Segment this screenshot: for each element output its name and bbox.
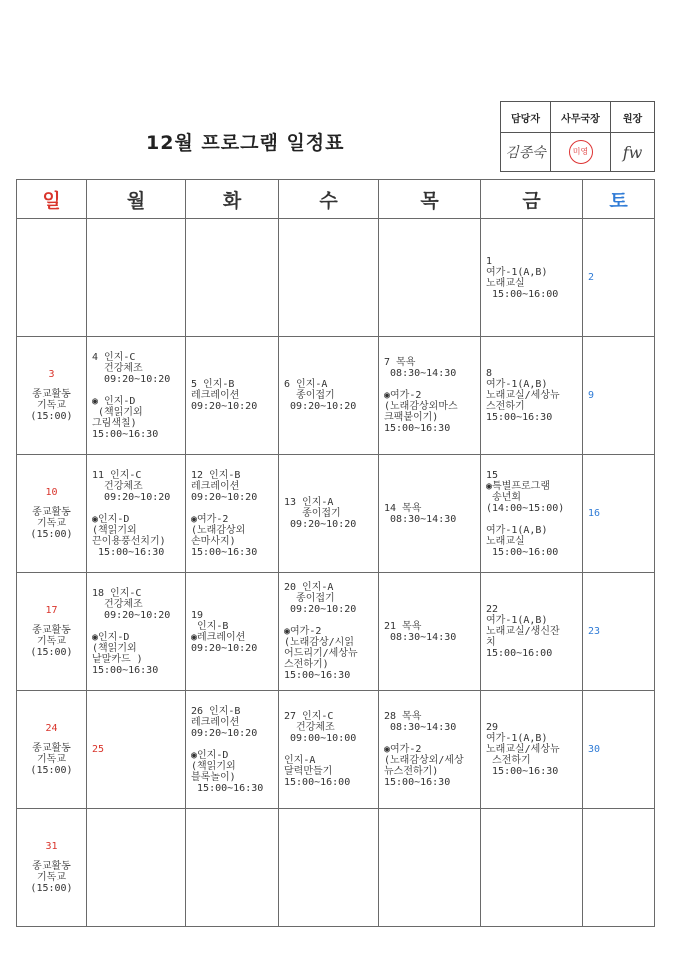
calendar-cell-fri: 15 ◉특별프로그램 송년회 (14:00~15:00) 여가-1(A,B) 노래교실 15:00~16:00 [481,455,583,573]
calendar-cell-tue: 19 인지-B ◉레크레이션 09:20~10:20 [186,573,279,691]
calendar-cell-sun [17,219,87,337]
day-number: 3 [48,369,55,380]
cell-text: 종교활동 기독교 (15:00) [30,743,73,776]
calendar-cell-sun [17,809,87,927]
calendar-cell-wed: 13 인지-A 종이접기 09:20~10:20 [279,455,379,573]
day-number: 31 [45,841,58,852]
calendar-cell-mon [87,691,186,809]
day-number: 17 [45,605,58,616]
calendar-cell-mon: 18 인지-C 건강체조 09:20~10:20 ◉인지-D (책읽기외 낱말카드 ) 15:00~16:30 [87,573,186,691]
calendar-cell-sat: 23 [583,573,655,691]
calendar-cell-tue [186,809,279,927]
calendar-cell-thu: 7 목욕 08:30~14:30 ◉여가-2 (노래감상외마스 크팩붙이기) 15:00~16:30 [379,337,481,455]
calendar-cell-sun [17,337,87,455]
manager-signature: 김종숙 [505,145,546,161]
weekday-mon: 월 [87,180,186,219]
calendar-cell-wed: 6 인지-A 종이접기 09:20~10:20 [279,337,379,455]
cell-text: 종교활동 기독교 (15:00) [30,507,73,540]
weekday-thu: 목 [379,180,481,219]
calendar-cell-thu [379,219,481,337]
calendar-week-row [17,455,655,573]
calendar-week-row [17,337,655,455]
page-title: 12월 프로그램 일정표 [146,132,345,154]
calendar-cell-sat: 9 [583,337,655,455]
calendar-cell-tue: 26 인지-B 레크레이션 09:20~10:20 ◉인지-D (책읽기외 블록놀이) 15:00~16:30 [186,691,279,809]
weekday-fri: 금 [481,180,583,219]
calendar-table [16,179,655,927]
calendar-week-row [17,219,655,337]
calendar-cell-sat: 30 [583,691,655,809]
calendar-cell-tue [186,219,279,337]
calendar-cell-fri [481,809,583,927]
weekday-header-row [17,180,655,219]
calendar-cell-fri: 8 여가-1(A,B) 노래교실/세상뉴 스전하기 15:00~16:30 [481,337,583,455]
calendar-week-row [17,691,655,809]
secretary-stamp: 미영 [569,140,593,164]
calendar-cell-fri: 1 여가-1(A,B) 노래교실 15:00~16:00 [481,219,583,337]
weekday-tue: 화 [186,180,279,219]
calendar-cell-mon [87,219,186,337]
calendar-cell-sat: 16 [583,455,655,573]
calendar-cell-sat [583,809,655,927]
calendar-cell-tue: 12 인지-B 레크레이션 09:20~10:20 ◉여가-2 (노래감상외 손마사지) 15:00~16:30 [186,455,279,573]
cell-text: 종교활동 기독교 (15:00) [30,625,73,658]
day-number: 10 [45,487,58,498]
calendar-cell-wed [279,219,379,337]
day-number: 24 [45,723,58,734]
calendar-cell-fri: 29 여가-1(A,B) 노래교실/세상뉴 스전하기 15:00~16:30 [481,691,583,809]
calendar-cell-mon: 4 인지-C 건강체조 09:20~10:20 ◉ 인지-D (책읽기외 그림색칠) 15:00~16:30 [87,337,186,455]
calendar-cell-thu [379,809,481,927]
approval-header-manager: 담당자 [501,102,551,133]
director-signature: fw [622,142,643,162]
calendar-cell-mon [87,809,186,927]
holiday-day-number: 25 [92,744,105,755]
calendar-week-row [17,573,655,691]
calendar-cell-tue: 5 인지-B 레크레이션 09:20~10:20 [186,337,279,455]
calendar-cell-sun [17,691,87,809]
cell-text: 종교활동 기독교 (15:00) [30,861,73,894]
calendar-cell-sat: 2 [583,219,655,337]
calendar-cell-sun [17,573,87,691]
calendar-cell-sun [17,455,87,573]
calendar-cell-wed: 27 인지-C 건강체조 09:00~10:00 인지-A 달력만들기 15:00~16:00 [279,691,379,809]
approval-header-secretary: 사무국장 [551,102,611,133]
calendar-cell-wed [279,809,379,927]
weekday-sun: 일 [17,180,87,219]
calendar-cell-wed: 20 인지-A 종이접기 09:20~10:20 ◉여가-2 (노래감상/시읽 어드리기/세상뉴 스전하기) 15:00~16:30 [279,573,379,691]
calendar-cell-mon: 11 인지-C 건강체조 09:20~10:20 ◉인지-D (책읽기외 끈이용풍선치기) 15:00~16:30 [87,455,186,573]
calendar-cell-thu: 28 목욕 08:30~14:30 ◉여가-2 (노래감상외/세상 뉴스전하기) 15:00~16:30 [379,691,481,809]
weekday-sat: 토 [583,180,655,219]
calendar-week-row [17,809,655,927]
approval-header-director: 원장 [611,102,655,133]
calendar-cell-thu: 14 목욕 08:30~14:30 [379,455,481,573]
cell-text: 종교활동 기독교 (15:00) [30,389,73,422]
calendar-cell-fri: 22 여가-1(A,B) 노래교실/생신잔 치 15:00~16:00 [481,573,583,691]
weekday-wed: 수 [279,180,379,219]
approval-box [500,101,655,172]
calendar-cell-thu: 21 목욕 08:30~14:30 [379,573,481,691]
